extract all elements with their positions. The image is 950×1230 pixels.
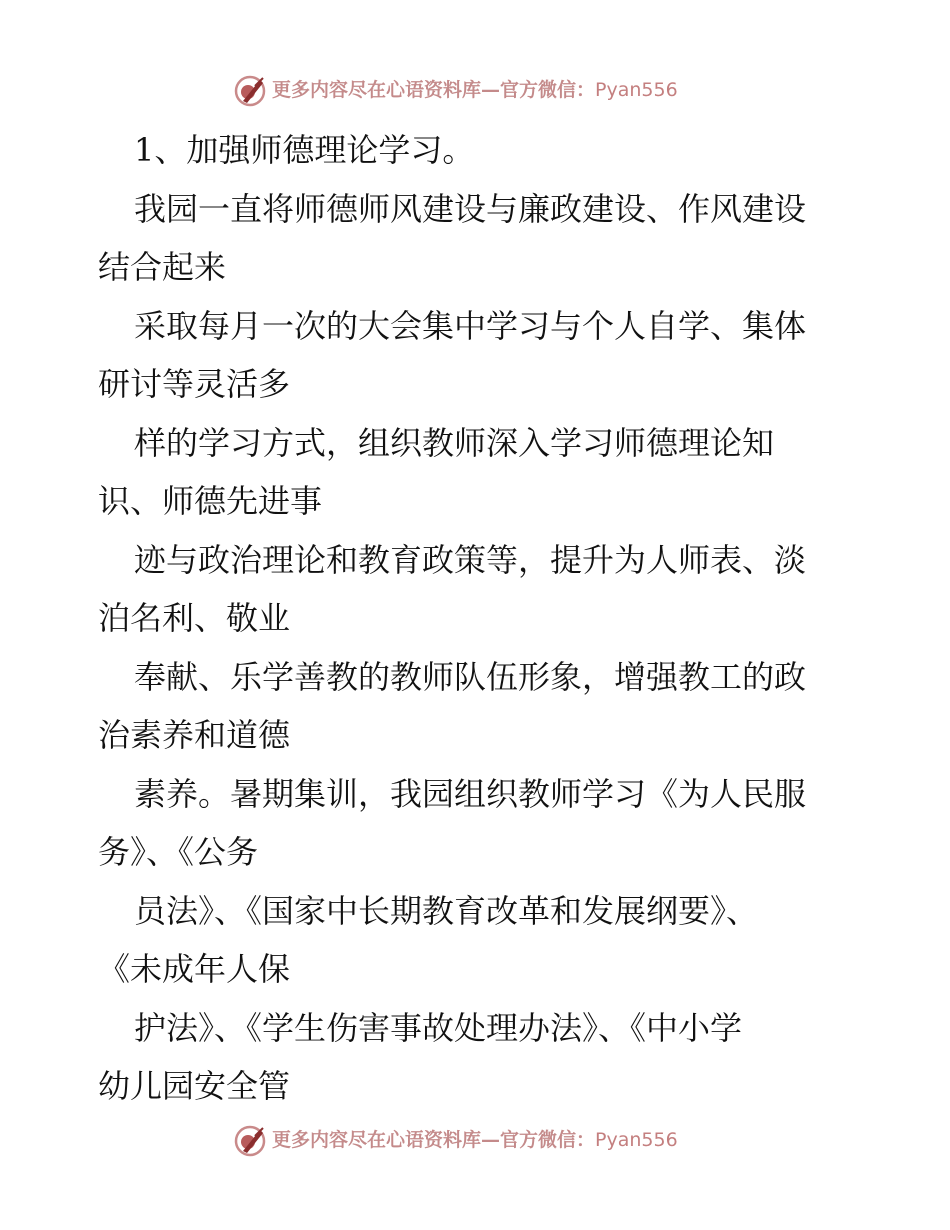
- quill-logo-icon: [233, 74, 267, 108]
- text-line: 治素养和道德: [98, 716, 291, 754]
- quill-logo-icon: [233, 1124, 267, 1158]
- document-body: [98, 121, 858, 1116]
- text-line: 1、加强师德理论学习。: [134, 131, 475, 169]
- text-line: 采取每月一次的大会集中学习与个人自学、集体: [134, 306, 807, 345]
- text-line: 识、师德先进事: [98, 482, 323, 520]
- wechat-id: Pyan556: [595, 1129, 678, 1151]
- text-line: 我园一直将师德师风建设与廉政建设、作风建设: [134, 189, 807, 228]
- banner-text: [272, 1128, 678, 1152]
- banner-promo-text: 更多内容尽在心语资料库—官方微信：: [272, 79, 596, 101]
- footer-banner: [0, 1120, 950, 1160]
- text-line: 迹与政治理论和教育政策等，提升为人师表、淡: [134, 540, 807, 579]
- text-line: 《未成年人保: [98, 950, 291, 988]
- text-line: 泊名利、敬业: [98, 599, 291, 637]
- text-line: 幼儿园安全管: [98, 1067, 291, 1105]
- wechat-id: Pyan556: [595, 79, 678, 101]
- text-line: 护法》、《学生伤害事故处理办法》、《中小学: [134, 1008, 743, 1047]
- text-line: 奉献、乐学善教的教师队伍形象，增强教工的政: [134, 657, 807, 696]
- text-line: 结合起来: [98, 248, 227, 286]
- header-banner: [0, 70, 950, 110]
- text-line: 研讨等灵活多: [98, 365, 291, 403]
- text-line: 务》、《公务: [98, 833, 259, 871]
- text-line: 样的学习方式，组织教师深入学习师德理论知: [134, 423, 775, 462]
- text-line: 素养。暑期集训，我园组织教师学习《为人民服: [134, 774, 807, 813]
- banner-text: [272, 78, 678, 102]
- banner-promo-text: 更多内容尽在心语资料库—官方微信：: [272, 1129, 596, 1151]
- text-line: 员法》、《国家中长期教育改革和发展纲要》、: [134, 891, 759, 930]
